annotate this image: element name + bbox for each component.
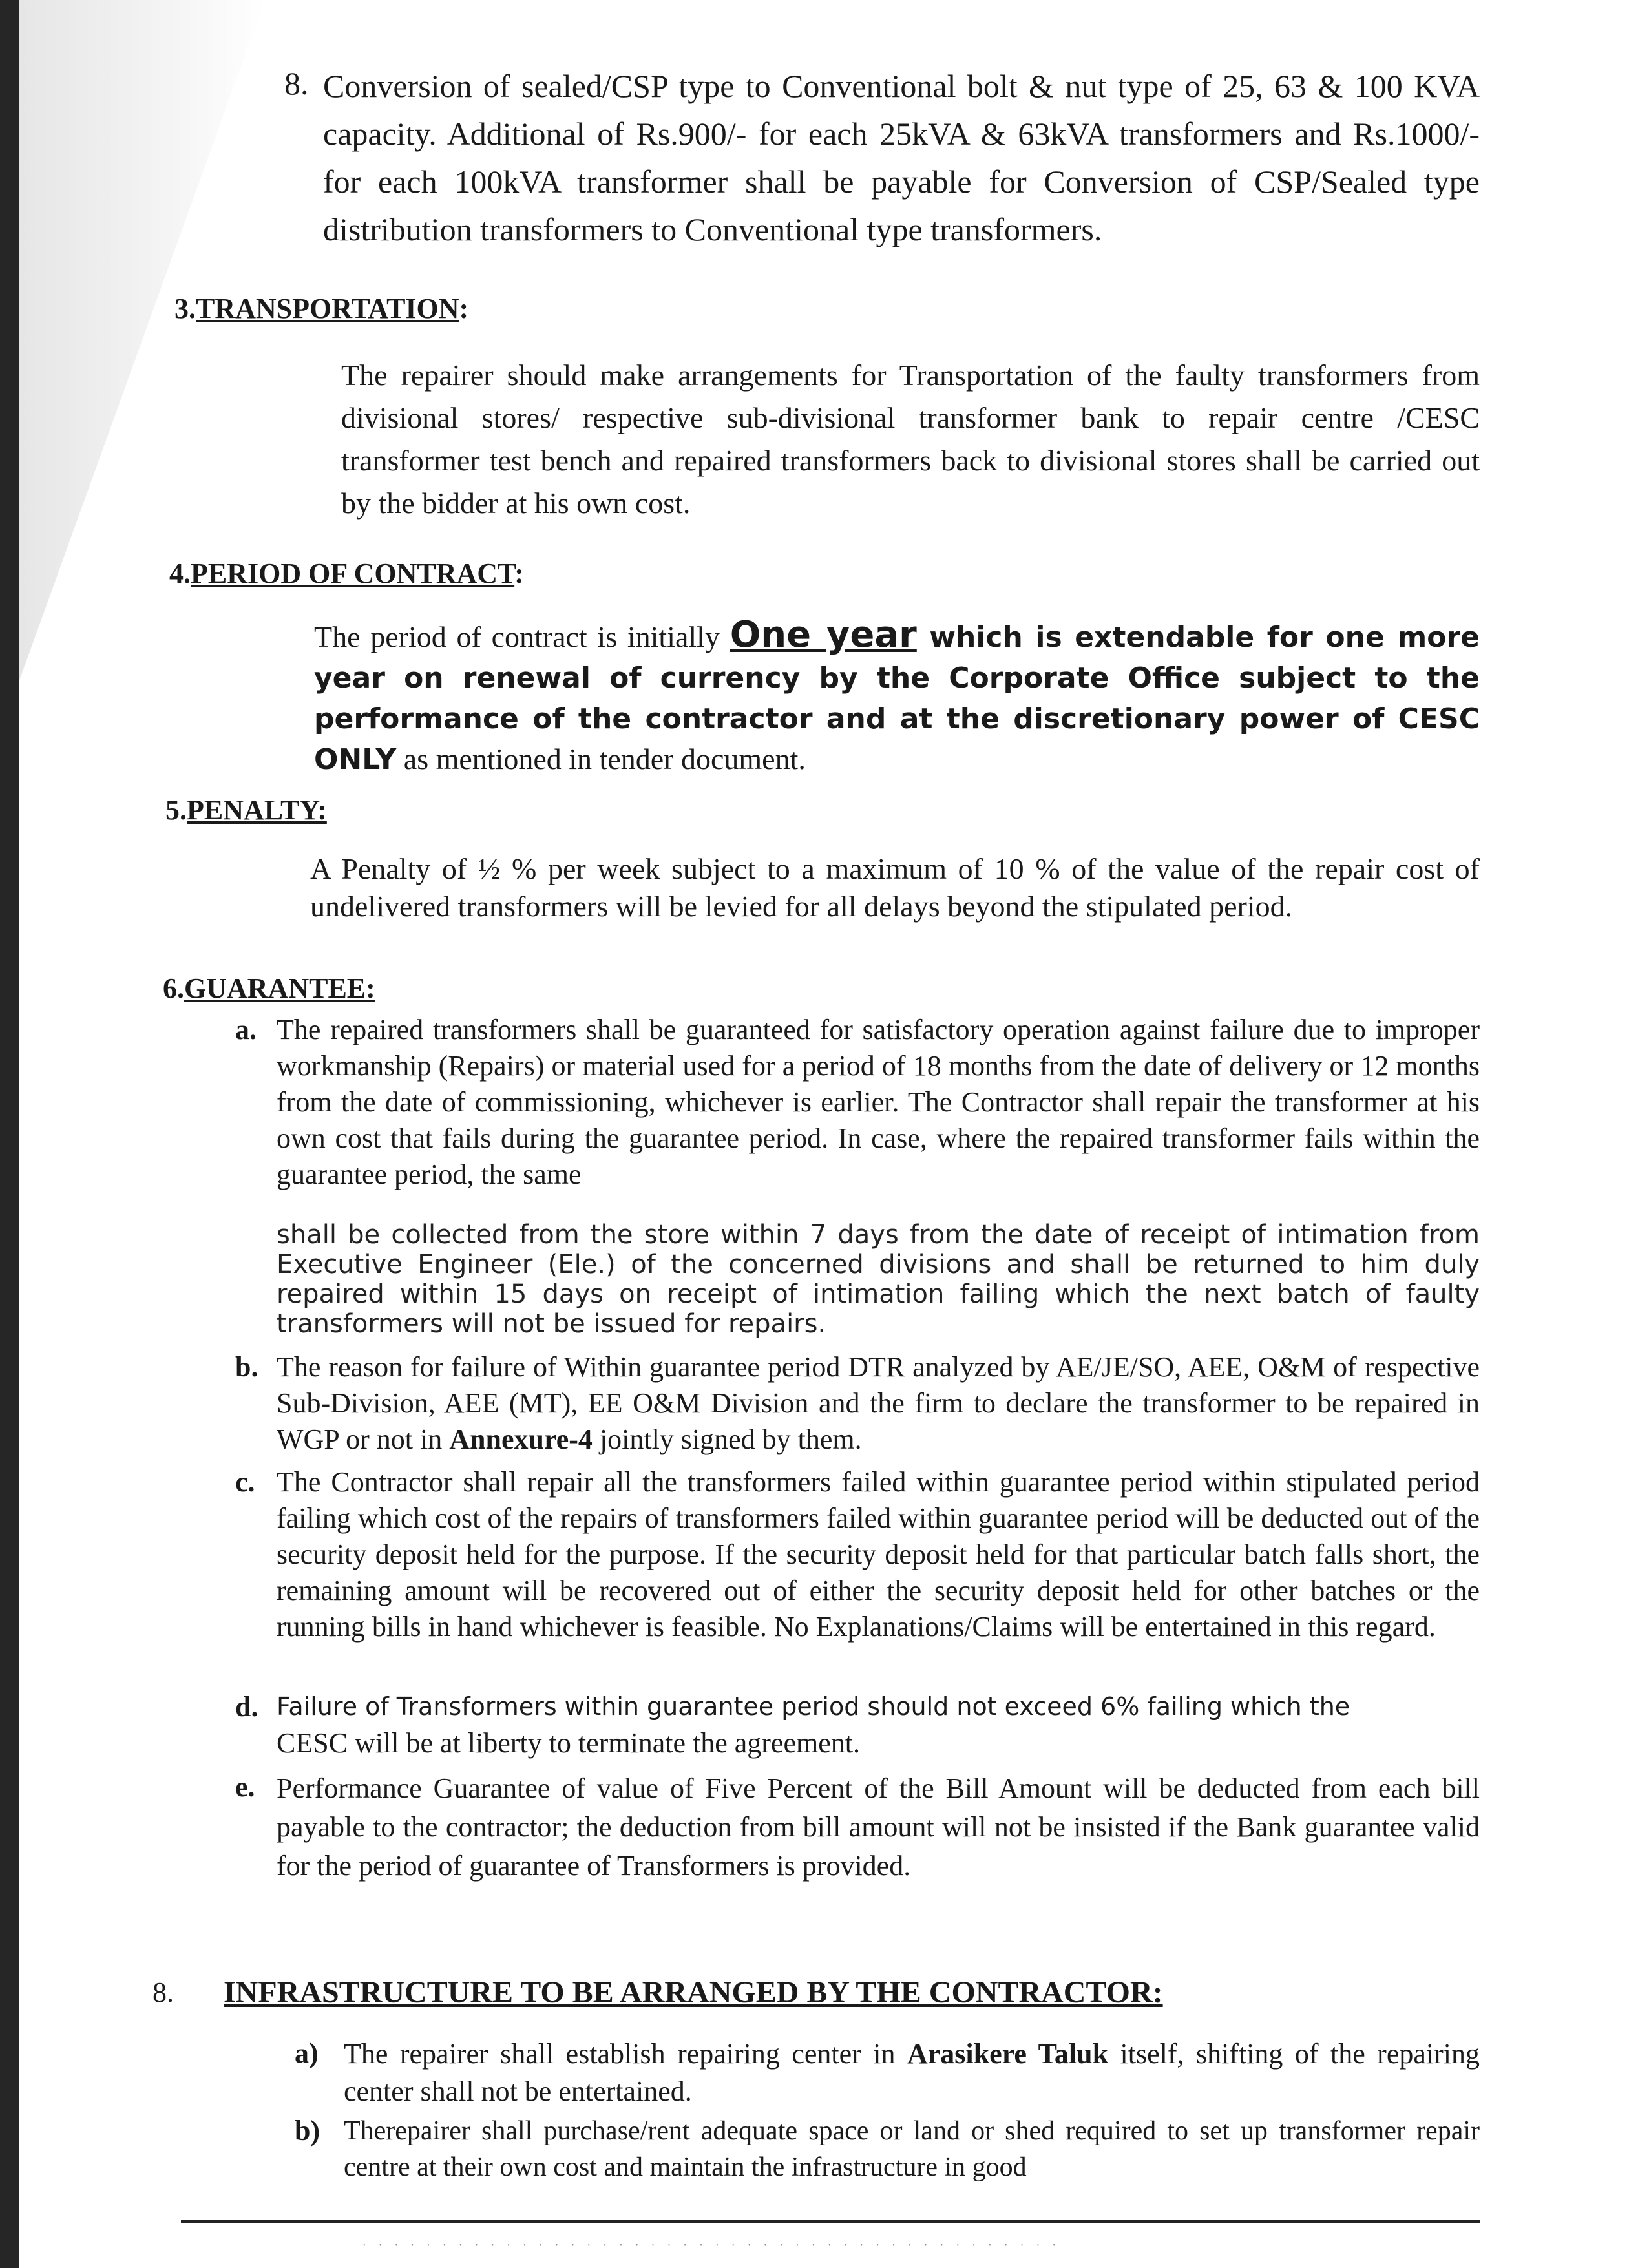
infrastructure-b-label: b)	[295, 2115, 320, 2147]
infrastructure-b-text: Therepairer shall purchase/rent adequate space or land or shed required to set up transformer repair centre at their own cost and maintain the infrastructure in good	[344, 2116, 1480, 2182]
period-text	[314, 615, 1480, 780]
guarantee-e-label: e.	[235, 1771, 255, 1803]
infrastructure-a-part1: The repairer shall establish repairing center in	[344, 2038, 907, 2070]
guarantee-a-text: The repaired transformers shall be guaranteed for satisfactory operation against failure due to improper workmanship (Repairs) or material used for a period of 18 months from the date of delivery or 12 months from the date of commissioning, whichever is earlier. The Contractor shall repair the transformer at his own cost that fails during the guarantee period. In case, where the repaired transformer fails within the guarantee period, the same	[277, 1014, 1480, 1190]
section-6-title: GUARANTEE:	[184, 972, 375, 1004]
section-8-number: 8.	[152, 1977, 174, 2008]
item-8-number: 8.	[284, 65, 309, 101]
infrastructure-a-label: a)	[295, 2037, 319, 2069]
section-8-heading	[224, 1975, 1163, 2010]
section-4-colon: :	[514, 558, 524, 589]
section-5-number: 5.	[165, 794, 187, 826]
guarantee-annexure-4: Annexure-4	[449, 1423, 593, 1455]
infrastructure-a-text	[344, 2035, 1480, 2110]
guarantee-d-label: d.	[235, 1691, 258, 1723]
section-3-colon: :	[459, 293, 469, 324]
section-5-heading	[165, 793, 327, 826]
guarantee-c-text: The Contractor shall repair all the transformers failed within guarantee period within stipulated period failing which cost of the repairs of transformers failed within guarantee period will be deducted out of the security deposit held for the purpose. If the security deposit held for that particular batch falls short, the remaining amount will be recovered out of either the security deposit held for other batches or the running bills in hand whichever is feasible. No Explanations/Claims will be entertained in this regard.	[277, 1466, 1480, 1643]
footer-text-illegible: ˙ ˙ ˙ ˙ ˙ ˙ ˙ ˙ ˙ ˙ ˙ ˙ ˙ ˙ ˙ ˙ ˙ ˙ ˙ ˙ ˙ ˙ ˙ ˙ ˙ ˙ ˙ ˙ ˙ ˙ ˙ ˙ ˙ ˙ ˙ ˙ ˙ ˙ ˙ ˙ ˙ ˙ ˙ ˙	[362, 2241, 1060, 2257]
infrastructure-arasikere-taluk: Arasikere Taluk	[907, 2038, 1109, 2070]
infrastructure-a-part2: itself, shifting of the repairing center shall not be entertained.	[344, 2038, 1480, 2107]
footer-rule	[181, 2220, 1480, 2223]
section-6-heading	[163, 972, 375, 1005]
guarantee-b-label: b.	[235, 1351, 258, 1383]
item-8-conversion-text: Conversion of sealed/CSP type to Conventional bolt & nut type of 25, 63 & 100 KVA capacity. Additional of Rs.900/- for each 25kVA & 63kVA transformers and Rs.1000/- for each 100kVA transformer shall be payable for Conversion of CSP/Sealed type distribution transformers to Conventional type transformers.	[323, 68, 1480, 247]
guarantee-d-text: Failure of Transformers within guarantee period should not exceed 6% failing which the	[277, 1692, 1350, 1721]
section-6-number: 6.	[163, 972, 184, 1004]
guarantee-b-text-part2: jointly signed by them.	[592, 1423, 862, 1455]
section-5-title: PENALTY:	[187, 794, 327, 826]
transportation-text: The repairer should make arrangements for Transportation of the faulty transformers from divisional stores/ respective sub-divisional transformer bank to repair centre /CESC transformer test bench and repaired transformers back to divisional stores shall be carried out by the bidder at his own cost.	[341, 359, 1480, 520]
penalty-text: A Penalty of ½ % per week subject to a maximum of 10 % of the value of the repair cost of undelivered transformers will be levied for all delays beyond the stipulated period.	[310, 852, 1480, 923]
period-one-year: One year	[730, 614, 917, 656]
period-text-intro: The period of contract is initially	[314, 620, 730, 653]
section-4-heading	[169, 557, 524, 590]
section-3-title: TRANSPORTATION	[196, 293, 459, 324]
guarantee-a-text-continued: shall be collected from the store within 7 days from the date of receipt of intimation from Executive Engineer (Ele.) of the concerned divisions and shall be returned to him duly repaired within 15 days on receipt of intimation failing which the next batch of faulty transformers will not be issued for repairs.	[277, 1220, 1480, 1339]
period-bold-text: which is extendable for one more year on renewal of currency by the Corporate Office subject to the performance of the contractor and at the discretionary power of CESC ONLY	[314, 621, 1480, 776]
guarantee-e-text: Performance Guarantee of value of Five Percent of the Bill Amount will be deducted from each bill payable to the contractor; the deduction from bill amount will not be insisted if the Bank guarantee valid for the period of guarantee of Transformers is provided.	[277, 1772, 1480, 1882]
guarantee-a-label: a.	[235, 1014, 257, 1045]
period-text-end: as mentioned in tender document.	[396, 742, 806, 775]
guarantee-d-text-continued: CESC will be at liberty to terminate the agreement.	[277, 1727, 860, 1759]
guarantee-c-label: c.	[235, 1466, 255, 1498]
guarantee-b-text	[277, 1349, 1480, 1458]
section-4-number: 4.	[169, 558, 191, 589]
section-4-title: PERIOD OF CONTRACT	[191, 558, 515, 589]
guarantee-b-text-part1: The reason for failure of Within guarantee period DTR analyzed by AE/JE/SO, AEE, O&M of respective Sub-Division, AEE (MT), EE O&M Division and the firm to declare the transformer to be repaired in WGP or not in	[277, 1351, 1480, 1455]
section-3-number: 3.	[174, 293, 196, 324]
section-3-heading	[174, 292, 468, 325]
section-8-title: INFRASTRUCTURE TO BE ARRANGED BY THE CONTRACTOR:	[224, 1975, 1163, 2010]
